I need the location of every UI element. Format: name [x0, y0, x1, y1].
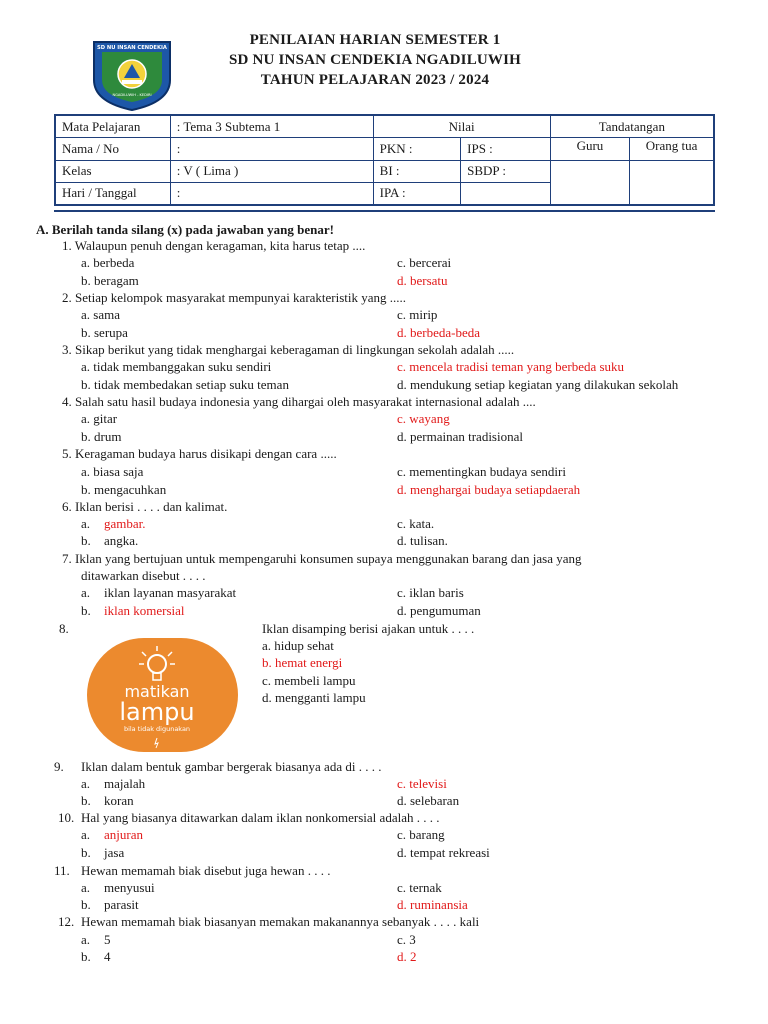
q12-option-d[interactable]: d. 2	[397, 949, 417, 964]
q8-option-c[interactable]: c. membeli lampu	[262, 673, 356, 688]
question-1: 1. Walaupun penuh dengan keragaman, kita harus tetap ....	[62, 238, 366, 253]
q12-option-a[interactable]: 5	[104, 932, 111, 947]
q6-option-b[interactable]: angka.	[104, 533, 139, 548]
q1-option-b[interactable]: b. beragam	[81, 273, 139, 288]
q2-option-d[interactable]: d. berbeda-beda	[397, 325, 481, 340]
q9-option-c[interactable]: c. televisi	[397, 776, 447, 791]
q7-option-b-letter: b.	[81, 603, 91, 618]
q3-option-a[interactable]: a. tidak membanggakan suku sendiri	[81, 359, 272, 374]
q12-option-b-letter: b.	[81, 949, 91, 964]
q3-option-c[interactable]: c. mencela tradisi teman yang berbeda suku	[397, 359, 625, 374]
question-12-number: 12.	[58, 914, 75, 929]
q6-option-c[interactable]: c. kata.	[397, 516, 435, 531]
hari-value[interactable]: :	[170, 182, 373, 204]
guru-header: Guru	[550, 138, 630, 160]
header-title-1: PENILAIAN HARIAN SEMESTER 1	[249, 32, 501, 48]
q5-option-b[interactable]: b. mengacuhkan	[81, 482, 167, 497]
orang-tua-signature-box[interactable]	[630, 160, 714, 205]
q7-option-a-letter: a.	[81, 585, 91, 600]
kelas-label: Kelas	[56, 160, 171, 182]
question-10: Hal yang biasanya ditawarkan dalam iklan nonkomersial adalah . . . .	[81, 810, 440, 825]
image-text-subtitle: bila tidak digunakan	[123, 725, 191, 733]
q7-option-d[interactable]: d. pengumuman	[397, 603, 481, 618]
q3-option-b[interactable]: b. tidak membedakan setiap suku teman	[81, 377, 289, 392]
question-11: Hewan memamah biak disebut juga hewan . . . .	[81, 863, 331, 878]
question-5: 5. Keragaman budaya harus disikapi dengan cara .....	[62, 446, 337, 461]
lightbulb-icon	[87, 638, 238, 752]
q3-option-d[interactable]: d. mendukung setiap kegiatan yang dilakukan sekolah	[397, 377, 679, 392]
q12-option-c[interactable]: c. 3	[397, 932, 416, 947]
q4-option-c[interactable]: c. wayang	[397, 411, 450, 426]
image-text-matikan: matikan	[124, 682, 190, 701]
q5-option-c[interactable]: c. mementingkan budaya sendiri	[397, 464, 566, 479]
question-12: Hewan memamah biak biasanyan memakan makanannya sebanyak . . . . kali	[81, 914, 480, 929]
kelas-value: : V ( Lima )	[170, 160, 373, 182]
image-text-lampu: lampu	[119, 698, 195, 726]
q9-option-d[interactable]: d. selebaran	[397, 793, 460, 808]
header-title-3: TAHUN PELAJARAN 2023 / 2024	[260, 72, 490, 88]
q12-option-a-letter: a.	[81, 932, 91, 947]
q1-option-d[interactable]: d. bersatu	[397, 273, 448, 288]
q6-option-a[interactable]: gambar.	[104, 516, 146, 531]
q9-option-b-letter: b.	[81, 793, 91, 808]
q8-option-b[interactable]: b. hemat energi	[262, 655, 343, 670]
question-9: Iklan dalam bentuk gambar bergerak biasanya ada di . . . .	[81, 759, 382, 774]
q7-option-b[interactable]: iklan komersial	[104, 603, 185, 618]
q11-option-c[interactable]: c. ternak	[397, 880, 442, 895]
logo-bottom-text: NGADILUWIH - KEDIRI	[112, 93, 152, 97]
sbdp-field[interactable]: SBDP :	[461, 160, 551, 182]
orang-tua-header: Orang tua	[630, 138, 714, 160]
section-instruction: A. Berilah tanda silang (x) pada jawaban yang benar!	[36, 222, 334, 237]
nama-value[interactable]: :	[170, 138, 373, 160]
q4-option-d[interactable]: d. permainan tradisional	[397, 429, 523, 444]
question-8: Iklan disamping berisi ajakan untuk . . . .	[262, 621, 475, 636]
nilai-header: Nilai	[373, 116, 550, 138]
question-2: 2. Setiap kelompok masyarakat mempunyai karakteristik yang .....	[62, 290, 407, 305]
q1-option-c[interactable]: c. bercerai	[397, 255, 452, 270]
q10-option-a[interactable]: anjuran	[104, 827, 143, 842]
q5-option-d[interactable]: d. menghargai budaya setiapdaerah	[397, 482, 581, 497]
q6-option-a-letter: a.	[81, 516, 91, 531]
header-title-2: SD NU INSAN CENDEKIA NGADILUWIH	[228, 52, 522, 68]
q10-option-b-letter: b.	[81, 845, 91, 860]
question-10-number: 10.	[58, 810, 75, 825]
question-9-number: 9.	[54, 759, 64, 774]
q7-option-c[interactable]: c. iklan baris	[397, 585, 464, 600]
q11-option-a-letter: a.	[81, 880, 91, 895]
q10-option-a-letter: a.	[81, 827, 91, 842]
question-6: 6. Iklan berisi . . . . dan kalimat.	[62, 499, 228, 514]
q11-option-b-letter: b.	[81, 897, 91, 912]
student-info-table	[54, 114, 715, 206]
empty-score-cell	[461, 182, 551, 204]
q10-option-d[interactable]: d. tempat rekreasi	[397, 845, 490, 860]
q2-option-c[interactable]: c. mirip	[397, 307, 438, 322]
q2-option-a[interactable]: a. sama	[81, 307, 120, 322]
q5-option-a[interactable]: a. biasa saja	[81, 464, 144, 479]
q9-option-a-letter: a.	[81, 776, 91, 791]
school-logo	[88, 36, 176, 112]
q7-option-a[interactable]: iklan layanan masyarakat	[104, 585, 237, 600]
q8-option-a[interactable]: a. hidup sehat	[262, 638, 334, 653]
q8-option-d[interactable]: d. mengganti lampu	[262, 690, 366, 705]
question-4: 4. Salah satu hasil budaya indonesia yang dihargai oleh masyarakat internasional adalah ....	[62, 394, 536, 409]
q10-option-c[interactable]: c. barang	[397, 827, 445, 842]
q6-option-d[interactable]: d. tulisan.	[397, 533, 448, 548]
q1-option-a[interactable]: a. berbeda	[81, 255, 135, 270]
mapel-label: Mata Pelajaran	[56, 116, 171, 138]
q6-option-b-letter: b.	[81, 533, 91, 548]
logo-top-text: SD NU INSAN CENDEKIA	[97, 45, 167, 51]
q9-option-b[interactable]: koran	[104, 793, 134, 808]
bi-field[interactable]: BI :	[373, 160, 460, 182]
q11-option-a[interactable]: menyusui	[104, 880, 155, 895]
q2-option-b[interactable]: b. serupa	[81, 325, 128, 340]
q10-option-b[interactable]: jasa	[104, 845, 125, 860]
header-divider	[54, 210, 715, 212]
question-3: 3. Sikap berikut yang tidak menghargai keberagaman di lingkungan sekolah adalah .....	[62, 342, 515, 357]
question-7: 7. Iklan yang bertujuan untuk mempengaruhi konsumen supaya menggunakan barang dan jasa yang	[62, 551, 582, 566]
ips-field[interactable]: IPS :	[461, 138, 551, 160]
q4-option-b[interactable]: b. drum	[81, 429, 122, 444]
hari-label: Hari / Tanggal	[56, 182, 171, 204]
q11-option-b[interactable]: parasit	[104, 897, 139, 912]
ipa-field[interactable]: IPA :	[373, 182, 460, 204]
pkn-field[interactable]: PKN :	[373, 138, 460, 160]
guru-signature-box[interactable]	[550, 160, 630, 205]
question-7-cont: ditawarkan disebut . . . .	[81, 568, 206, 583]
question-11-number: 11.	[54, 863, 70, 878]
q4-option-a[interactable]: a. gitar	[81, 411, 118, 426]
q9-option-a[interactable]: majalah	[104, 776, 146, 791]
mapel-value: : Tema 3 Subtema 1	[170, 116, 373, 138]
tandatangan-header: Tandatangan	[550, 116, 713, 138]
question-8-number: 8.	[59, 621, 69, 636]
nama-label: Nama / No	[56, 138, 171, 160]
q11-option-d[interactable]: d. ruminansia	[397, 897, 468, 912]
q12-option-b[interactable]: 4	[104, 949, 111, 964]
matikan-lampu-image	[87, 638, 238, 752]
